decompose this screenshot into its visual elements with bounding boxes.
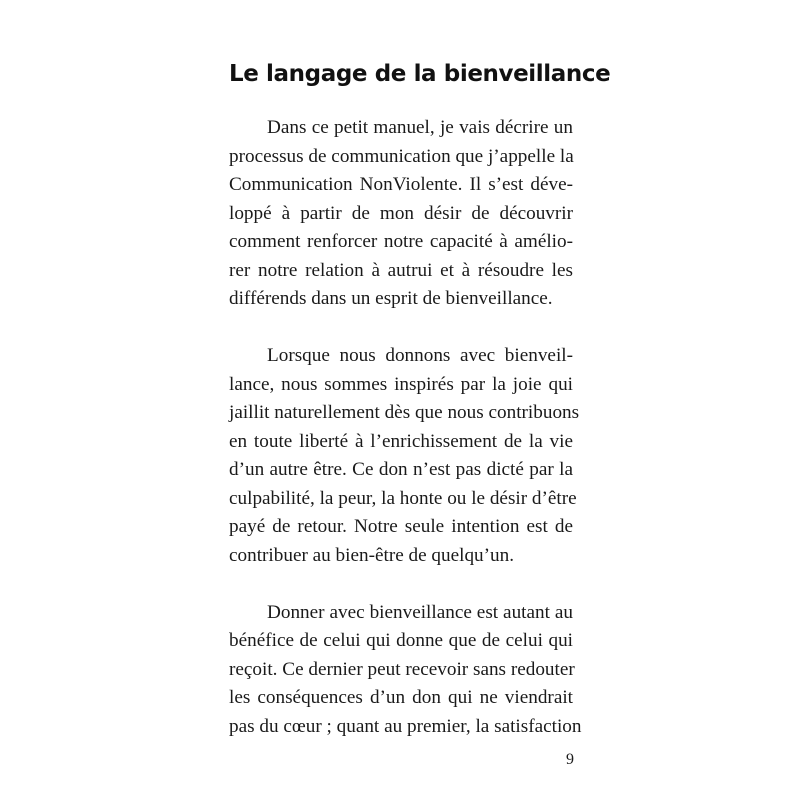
paragraph-3 bbox=[229, 599, 582, 742]
text-line: reçoit. Ce dernier peut recevoir sans redouter bbox=[229, 658, 575, 680]
text-line: Communication NonViolente. Il s’est déve- bbox=[229, 174, 573, 195]
text-line: culpabilité, la peur, la honte ou le désir d’être bbox=[229, 487, 577, 509]
text-line: lance, nous sommes inspirés par la joie qui bbox=[229, 373, 573, 395]
text-line: pas du cœur ; quant au premier, la satisfaction bbox=[229, 715, 582, 737]
text-line: processus de communication que j’appelle la bbox=[229, 145, 574, 167]
text-line: contribuer au bien-être de quelqu’un. bbox=[229, 544, 515, 566]
chapter-title: Le langage de la bienveillance bbox=[229, 61, 611, 87]
text-line: Donner avec bienveillance est autant au bbox=[267, 601, 573, 623]
text-line: payé de retour. Notre seule intention est de bbox=[229, 516, 573, 537]
text-line: en toute liberté à l’enrichissement de la vie bbox=[229, 430, 573, 452]
text-line: les conséquences d’un don qui ne viendrait bbox=[229, 687, 573, 708]
text-line: d’un autre être. Ce don n’est pas dicté par la bbox=[229, 459, 573, 480]
text-line: comment renforcer notre capacité à amélio- bbox=[229, 231, 573, 252]
text-line: loppé à partir de mon désir de découvrir bbox=[229, 202, 573, 224]
paragraph-2 bbox=[229, 342, 580, 570]
paragraph-spacer bbox=[229, 314, 573, 343]
paragraph-1 bbox=[229, 114, 573, 314]
paragraph-spacer bbox=[229, 570, 573, 599]
page-number: 9 bbox=[566, 751, 574, 768]
text-line: différends dans un esprit de bienveillance. bbox=[229, 288, 553, 309]
text-line: Lorsque nous donnons avec bienveil- bbox=[267, 345, 573, 366]
body-text bbox=[229, 114, 582, 741]
text-line: bénéfice de celui qui donne que de celui qui bbox=[229, 630, 573, 651]
text-line: Dans ce petit manuel, je vais décrire un bbox=[267, 117, 573, 138]
text-line: jaillit naturellement dès que nous contribuons bbox=[229, 402, 580, 423]
text-line: rer notre relation à autrui et à résoudre les bbox=[229, 259, 573, 281]
